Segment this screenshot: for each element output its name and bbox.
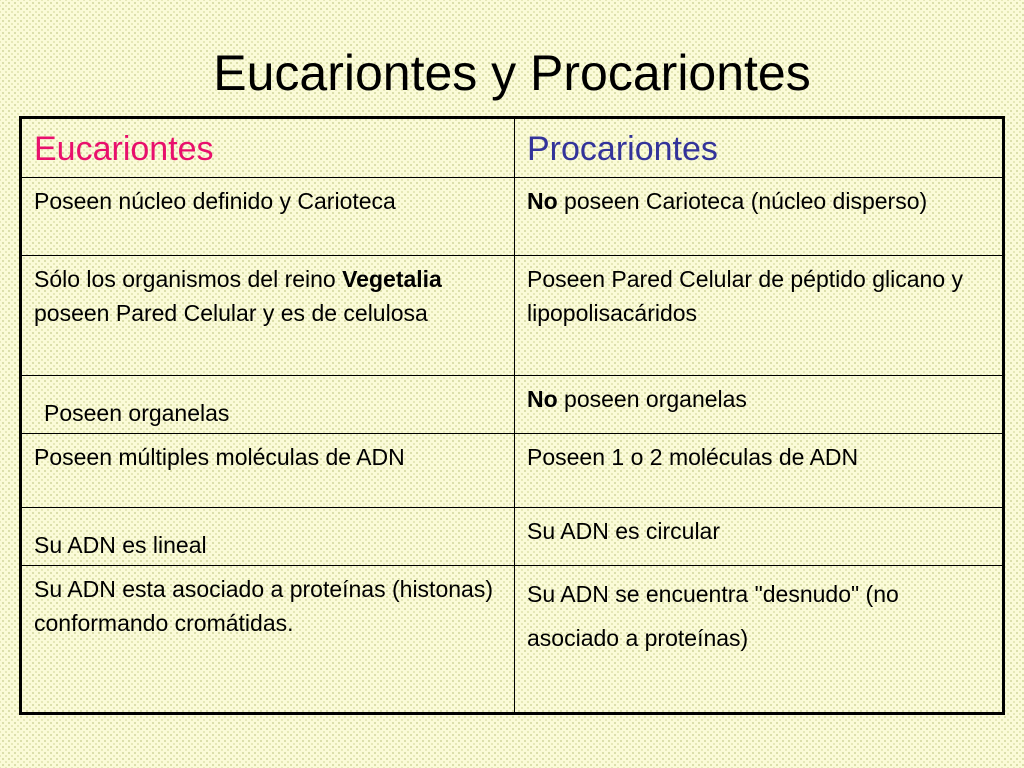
cell-text: Poseen múltiples moléculas de ADN (34, 444, 405, 470)
cell-bold-text: No (527, 188, 558, 214)
table-header-row (21, 118, 1004, 178)
table-row (21, 256, 1004, 376)
cell-text: Poseen núcleo definido y Carioteca (34, 188, 396, 214)
cell-eucariontes (21, 434, 515, 508)
cell-text: Su ADN es circular (527, 518, 721, 544)
cell-procariontes (515, 178, 1004, 256)
table-row (21, 508, 1004, 566)
header-procariontes: Procariontes (515, 118, 1004, 178)
cell-bold-text: No (527, 386, 558, 412)
table-row (21, 566, 1004, 714)
cell-eucariontes (21, 376, 515, 434)
cell-text: Su ADN se encuentra "desnudo" (no asociado a proteínas) (527, 581, 899, 651)
cell-text: poseen Carioteca (núcleo disperso) (557, 188, 928, 214)
cell-procariontes (515, 566, 1004, 714)
cell-text: Poseen Pared Celular de péptido glicano y lipopolisacáridos (527, 266, 964, 326)
cell-bold-text: Vegetalia (342, 266, 442, 292)
table-row (21, 178, 1004, 256)
cell-procariontes (515, 508, 1004, 566)
cell-eucariontes (21, 566, 515, 714)
slide-title: Eucariontes y Procariontes (213, 45, 811, 101)
cell-text: poseen Pared Celular y es de celulosa (34, 300, 428, 326)
cell-eucariontes (21, 178, 515, 256)
cell-eucariontes (21, 256, 515, 376)
cell-text: Poseen 1 o 2 moléculas de ADN (527, 444, 859, 470)
cell-text: Su ADN esta asociado a proteínas (histonas) conformando cromátidas. (34, 576, 493, 636)
cell-text: Poseen organelas (44, 400, 230, 426)
table-row (21, 434, 1004, 508)
cell-procariontes (515, 434, 1004, 508)
comparison-table (19, 116, 1005, 715)
cell-procariontes (515, 256, 1004, 376)
cell-eucariontes (21, 508, 515, 566)
cell-text: Su ADN es lineal (34, 532, 207, 558)
table-row (21, 376, 1004, 434)
cell-text: Sólo los organismos del reino (34, 266, 343, 292)
cell-procariontes (515, 376, 1004, 434)
cell-text: poseen organelas (557, 386, 747, 412)
header-eucariontes: Eucariontes (21, 118, 515, 178)
